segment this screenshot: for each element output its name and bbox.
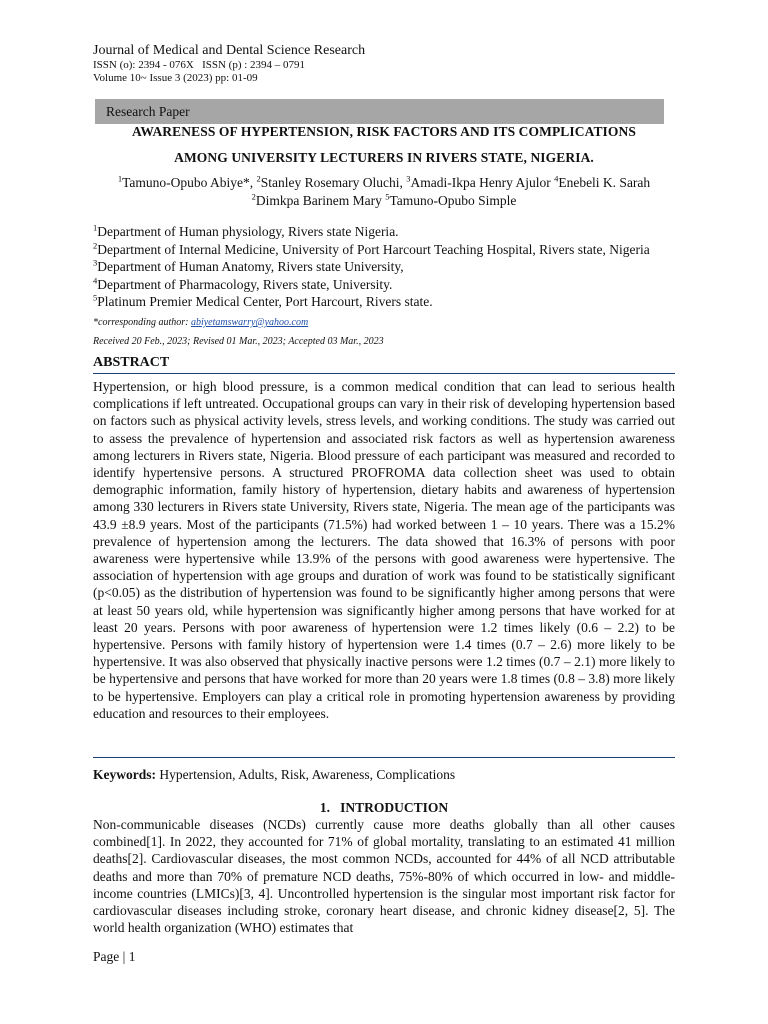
- journal-issn: ISSN (o): 2394 - 076X ISSN (p) : 2394 – 0791: [93, 59, 306, 71]
- corresponding-email-link[interactable]: abiyetamswarry@yahoo.com: [190, 317, 309, 328]
- paper-title-line-2: AMONG UNIVERSITY LECTURERS IN RIVERS STATE, NIGERIA.: [174, 150, 594, 165]
- keywords: [93, 766, 455, 783]
- abstract-body: Hypertension, or high blood pressure, is a common medical condition that can lead to serious health complications if left untreated. Occupational groups can vary in their risk of developing hypertension based on factors such as physical activity levels, stress levels, and working conditions. The study was carried out to assess the prevalence of hypertension and associated risk factors as well as hypertension awareness among lecturers in Rivers state, Nigeria. Blood pressure of each participant was measured and recorded to identify hypertensive persons. A structured PROFROMA data collection sheet was used to obtain demographic information, family history of hypertension, dietary habits and awareness of hypertension among 330 lecturers in Rivers state University, Rivers state, Nigeria. The mean age of the participants was 43.9 ±8.9 years. Most of the participants (71.5%) had worked between 1 – 10 years. There was a 15.2% prevalence of hypertension among the lecturers. The data showed that 16.3% of persons with poor awareness were hypertensive while 13.9% of the persons with good awareness were hypertensive. The association of hypertension with age groups and duration of work was found to be statistically significant (p<0.05) as the distribution of hypertension was found to be significantly higher among persons that were at least 50 years old, while hypertension was significantly higher among persons that have worked for at least 20 years. Persons with poor awareness of hypertension were 1.2 times likely (0.6 – 2.2) to be hypertensive. Persons with family history of hypertension were 1.4 times (0.7 – 2.6) more likely to be hypertensive. It was also observed that physically inactive persons were 1.2 times (0.7 – 2.1) more likely to be hypertensive and persons that have worked for more than 20 years were 1.8 times (0.8 – 3.8) more likely to be hypertensive. Employers can play a critical role in promoting hypertension awareness by providing education and resources to their employees.: [93, 379, 675, 721]
- affiliation: $^5$Platinum Premier Medical Center, Port Harcourt, Rivers state.: [93, 292, 433, 309]
- journal-header: [93, 43, 365, 85]
- affiliation: $^1$Department of Human physiology, Rivers state Nigeria.: [93, 222, 399, 239]
- section-heading-introduction: 1. INTRODUCTION: [319, 800, 449, 815]
- page-number: Page | 1: [93, 949, 136, 964]
- abstract-top-rule: [93, 373, 675, 374]
- author: $^5$Tamuno-Opubo Simple: [385, 191, 517, 208]
- paper-type-banner: Research Paper: [95, 99, 664, 124]
- submission-dates: Received 20 Feb., 2023; Revised 01 Mar., 2023; Accepted 03 Mar., 2023: [93, 336, 384, 347]
- introduction-body: Non-communicable diseases (NCDs) currently cause more deaths globally than all other causes combined[1]. In 2022, they accounted for 71% of global mortality, translating to an estimated 41 million deaths[2]. Cardiovascular diseases, the most common NCDs, accounted for 44% of all NCD attributable deaths and more than 70% of premature NCD deaths, 75%-80% of which occurred in low- and middle-income countries (LMICs)[3, 4]. Uncontrolled hypertension is the singular most important risk factor for cardiovascular diseases including stroke, coronary heart disease, and chronic kidney disease[2, 5]. The world health organization (WHO) estimates that: [93, 817, 675, 936]
- keywords-text: Hypertension, Adults, Risk, Awareness, Complications: [156, 767, 456, 782]
- author: $^4$Enebeli K. Sarah: [554, 173, 651, 190]
- journal-name: Journal of Medical and Dental Science Research: [93, 43, 366, 58]
- affiliation: $^2$Department of Internal Medicine, University of Port Harcourt Teaching Hospital, Rivers state, Nigeria: [93, 240, 650, 257]
- author: $^1$Tamuno-Opubo Abiye*,: [117, 173, 257, 190]
- corresponding-label: *corresponding author:: [93, 317, 191, 328]
- author-list: [110, 174, 658, 210]
- corresponding-author: [93, 316, 308, 329]
- keywords-label: Keywords:: [93, 767, 156, 782]
- author: $^2$Dimkpa Barinem Mary: [251, 191, 386, 208]
- affiliation-list: [93, 223, 743, 311]
- journal-volume: Volume 10~ Issue 3 (2023) pp: 01-09: [93, 72, 258, 84]
- author: $^2$Stanley Rosemary Oluchi,: [256, 173, 407, 190]
- affiliation: $^4$Department of Pharmacology, Rivers state, University.: [93, 275, 393, 292]
- abstract-bottom-rule: [93, 757, 675, 758]
- abstract-heading: ABSTRACT: [93, 355, 170, 370]
- author: $^3$Amadi-Ikpa Henry Ajulor: [406, 173, 555, 190]
- affiliation: $^3$Department of Human Anatomy, Rivers state University,: [93, 257, 404, 274]
- paper-title-line-1: AWARENESS OF HYPERTENSION, RISK FACTORS AND ITS COMPLICATIONS: [132, 124, 636, 139]
